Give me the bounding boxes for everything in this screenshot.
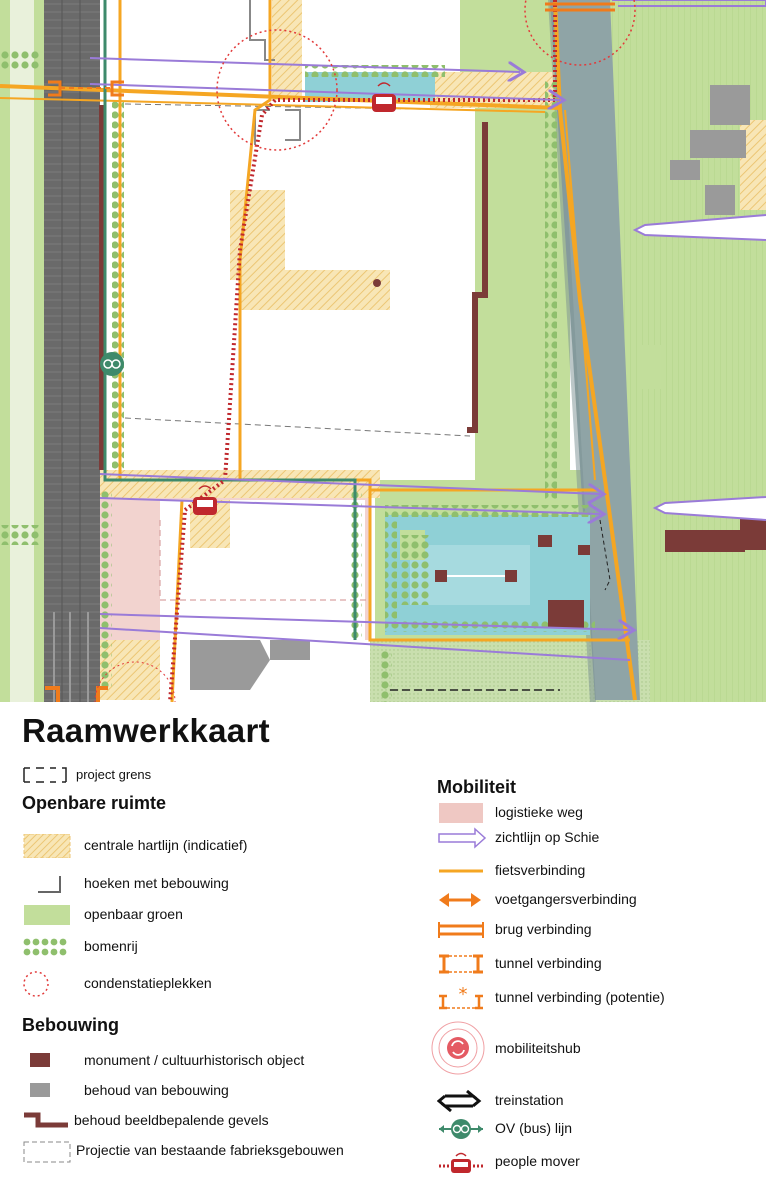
legend-item-project-boundary: project grens (22, 764, 322, 788)
legend-item-condensation: condenstatieplekken (22, 968, 342, 1000)
corner-wall-icon (22, 872, 74, 896)
legend-item-public-green: openbaar groen (22, 903, 342, 927)
heading-bebouwing: Bebouwing (22, 1015, 119, 1035)
legend-item-factory-projection: Projectie van bestaande fabrieksgebouwen (22, 1139, 402, 1163)
hatch-swatch-icon (22, 834, 74, 858)
dashed-box-icon (22, 764, 74, 788)
legend (0, 702, 766, 1194)
legend-item-monument: monument / cultuurhistorisch object (22, 1049, 362, 1073)
tunnel-icon (437, 952, 489, 976)
green-swatch-icon (22, 903, 74, 927)
tunnel-potential-icon (437, 986, 489, 1010)
dashed-outline-icon (22, 1139, 74, 1163)
legend-item-bus: OV (bus) lijn (437, 1117, 737, 1141)
legend-item-people-mover: people mover (437, 1150, 737, 1174)
legend-item-facades: behoud beeldbepalende gevels (22, 1109, 362, 1133)
legend-item-pedestrian: voetgangersverbinding (437, 888, 737, 912)
bus-stop-icon (100, 352, 124, 376)
bus-icon (437, 1117, 489, 1141)
legend-item-train-station: treinstation (437, 1089, 737, 1113)
monument-villa (548, 600, 584, 628)
tree-row-west (112, 100, 124, 470)
legend-item-sightline: zichtlijn op Schie (437, 826, 737, 850)
mobility-hub-icon (430, 1020, 486, 1076)
legend-item-tree-row: bomenrij (22, 935, 342, 959)
legend-item-logistics-road: logistieke weg (437, 801, 737, 825)
legend-title: Raamwerkkaart (22, 712, 270, 749)
railway (44, 0, 100, 702)
double-arrow-icon (437, 888, 489, 912)
legend-item-corners: hoeken met bebouwing (22, 872, 342, 896)
tree-row-icon (22, 935, 74, 959)
bridge-icon (437, 918, 489, 942)
sightline-arrow-icon (437, 826, 489, 850)
train-station-icon (437, 1089, 489, 1113)
grey-swatch-icon (22, 1079, 74, 1103)
people-mover-icon (437, 1150, 489, 1174)
legend-item-central-axis: centrale hartlijn (indicatief) (22, 834, 342, 858)
cycle-line-icon (437, 859, 489, 883)
svg-text:*: * (458, 986, 468, 1005)
legend-item-keep-building: behoud van bebouwing (22, 1079, 362, 1103)
dotted-circle-icon (22, 968, 74, 1000)
heading-openbare-ruimte: Openbare ruimte (22, 793, 167, 813)
heading-mobiliteit: Mobiliteit (437, 777, 516, 797)
facade-line-icon (22, 1109, 74, 1133)
legend-item-tunnel-potential: * tunnel verbinding (potentie) (437, 986, 757, 1010)
legend-item-mobility-hub: mobiliteitshub (430, 1020, 750, 1076)
pink-swatch-icon (437, 801, 489, 825)
kept-building-south (190, 640, 270, 690)
central-axis-north (272, 0, 302, 100)
monument-swatch-icon (22, 1049, 74, 1073)
legend-item-cycle: fietsverbinding (437, 859, 737, 883)
legend-item-bridge: brug verbinding (437, 918, 737, 942)
legend-item-tunnel: tunnel verbinding (437, 952, 737, 976)
